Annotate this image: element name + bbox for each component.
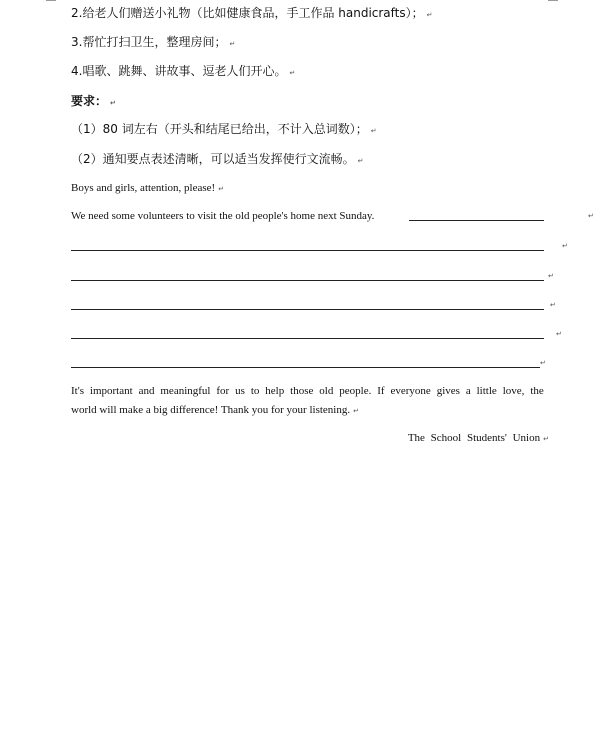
content-item-4: [71, 63, 295, 81]
writing-line-3[interactable]: [71, 280, 544, 281]
writing-line-4[interactable]: [71, 309, 544, 310]
closing-word: people.: [339, 385, 372, 397]
content-item-text: 4.唱歌、跳舞、讲故事、逗老人们开心。: [71, 64, 287, 78]
page-corner-mark-right: [548, 0, 558, 1]
paragraph-mark-icon: ↵: [562, 242, 568, 250]
content-item-text: 2.给老人们赠送小礼物（比如健康食品，手工作品 handicrafts）；: [71, 6, 424, 20]
writing-line-2[interactable]: [71, 250, 544, 251]
paragraph-mark-icon: ↵: [353, 407, 359, 415]
closing-word: the: [530, 385, 544, 397]
notice-greeting: [71, 180, 224, 197]
notice-closing-line-1: [71, 383, 544, 399]
notice-opening: [71, 208, 374, 224]
closing-word: old: [319, 385, 334, 397]
content-item-2: [71, 5, 433, 23]
writing-line-1[interactable]: [409, 220, 544, 221]
paragraph-mark-icon: ↵: [357, 157, 364, 165]
closing-word: for: [216, 385, 230, 397]
closing-word: meaningful: [160, 385, 211, 397]
paragraph-mark-icon: ↵: [289, 69, 296, 77]
paragraph-mark-icon: ↵: [218, 185, 225, 193]
notice-closing-line-2: [71, 402, 359, 419]
requirement-text: （1）80 词左右（开头和结尾已给出，不计入总词数）；: [71, 122, 368, 136]
closing-word: a: [465, 385, 471, 397]
paragraph-mark-icon: ↵: [426, 11, 433, 19]
paragraph-mark-icon: ↵: [540, 359, 546, 367]
paragraph-mark-icon: ↵: [588, 212, 594, 220]
greeting-text: Boys and girls, attention, please!: [71, 182, 216, 194]
requirements-heading: [71, 93, 116, 111]
closing-word: important: [89, 385, 133, 397]
paragraph-mark-icon: ↵: [556, 330, 562, 338]
requirement-text: （2）通知要点表述清晰，可以适当发挥使行文流畅。: [71, 152, 355, 166]
closing-word: help: [265, 385, 285, 397]
content-item-text: 3.帮忙打扫卫生，整理房间；: [71, 35, 227, 49]
page-corner-mark-left: [46, 0, 56, 1]
closing-word: us: [235, 385, 245, 397]
requirement-item-2: [71, 151, 364, 169]
paragraph-mark-icon: ↵: [229, 40, 236, 48]
closing-text-line-2: world will make a big difference! Thank you for your listening.: [71, 404, 351, 416]
content-item-3: [71, 34, 235, 52]
notice-signature: [408, 430, 549, 447]
closing-word: love,: [502, 385, 525, 397]
closing-word: those: [290, 385, 314, 397]
paragraph-mark-icon: ↵: [543, 435, 549, 443]
closing-word: and: [138, 385, 155, 397]
closing-word: little: [476, 385, 497, 397]
closing-word: It's: [71, 385, 84, 397]
closing-word: to: [250, 385, 260, 397]
requirement-item-1: [71, 121, 377, 139]
requirements-heading-text: 要求：: [71, 94, 108, 108]
closing-word: gives: [436, 385, 460, 397]
writing-line-6[interactable]: [71, 367, 540, 368]
paragraph-mark-icon: ↵: [370, 127, 377, 135]
closing-word: everyone: [390, 385, 431, 397]
signature-text: The School Students' Union: [407, 432, 541, 444]
opening-text: We need some volunteers to visit the old people's home next Sunday.: [71, 210, 375, 222]
writing-line-5[interactable]: [71, 338, 544, 339]
paragraph-mark-icon: ↵: [548, 272, 554, 280]
closing-word: If: [377, 385, 385, 397]
paragraph-mark-icon: ↵: [550, 301, 556, 309]
paragraph-mark-icon: ↵: [110, 99, 116, 107]
